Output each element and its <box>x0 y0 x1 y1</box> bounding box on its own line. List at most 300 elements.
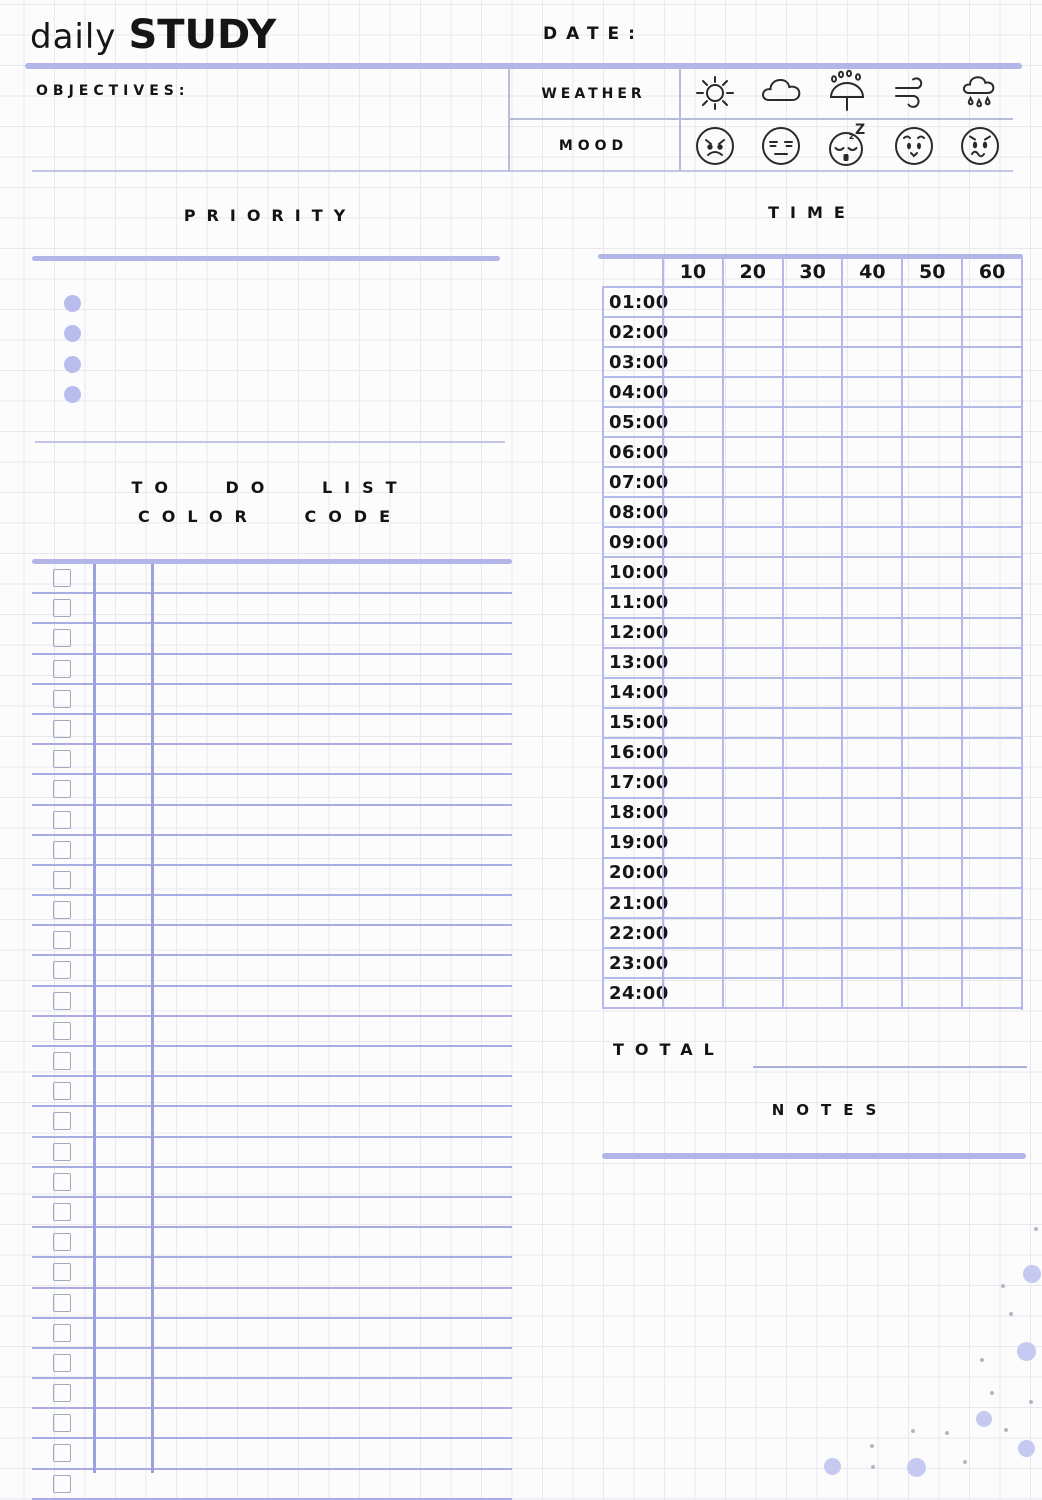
decor-dot-large <box>907 1458 926 1477</box>
time-cell[interactable] <box>841 799 901 829</box>
time-minute-header: 40 <box>841 258 901 288</box>
time-hour-label: 21:00 <box>602 889 662 919</box>
time-cell[interactable] <box>722 889 782 919</box>
time-cell[interactable] <box>782 498 842 528</box>
todo-checkbox[interactable] <box>53 1203 71 1221</box>
time-cell[interactable] <box>662 709 722 739</box>
todo-checkbox[interactable] <box>53 750 71 768</box>
time-cell[interactable] <box>722 619 782 649</box>
todo-row[interactable] <box>32 987 512 1017</box>
time-cell[interactable] <box>901 619 961 649</box>
todo-checkbox[interactable] <box>53 569 71 587</box>
todo-row[interactable] <box>32 1319 512 1349</box>
time-cell[interactable] <box>841 709 901 739</box>
time-cell[interactable] <box>841 679 901 709</box>
objectives-input-area[interactable] <box>32 100 502 168</box>
total-input-area[interactable] <box>753 1030 1027 1064</box>
time-cell[interactable] <box>782 709 842 739</box>
time-hour-label: 19:00 <box>602 829 662 859</box>
todo-checkbox[interactable] <box>53 1475 71 1493</box>
todo-checkbox[interactable] <box>53 629 71 647</box>
time-cell[interactable] <box>722 769 782 799</box>
time-minute-header: 60 <box>961 258 1021 288</box>
time-cell[interactable] <box>901 679 961 709</box>
time-cell[interactable] <box>841 829 901 859</box>
todo-checkbox[interactable] <box>53 1444 71 1462</box>
time-cell[interactable] <box>782 619 842 649</box>
time-cell[interactable] <box>901 889 961 919</box>
time-cell[interactable] <box>722 919 782 949</box>
todo-row[interactable] <box>32 1409 512 1439</box>
time-cell[interactable] <box>722 829 782 859</box>
todo-row[interactable] <box>32 1289 512 1319</box>
priority-bullet <box>64 325 81 342</box>
time-cell[interactable] <box>722 288 782 318</box>
todo-row[interactable] <box>32 1138 512 1168</box>
time-hour-label: 09:00 <box>602 528 662 558</box>
priority-bullet <box>64 386 81 403</box>
time-cell[interactable] <box>722 318 782 348</box>
time-cell[interactable] <box>662 528 722 558</box>
todo-row[interactable] <box>32 1107 512 1137</box>
time-cell[interactable] <box>961 649 1021 679</box>
time-cell[interactable] <box>961 979 1021 1009</box>
decor-dot-large <box>1018 1440 1035 1457</box>
todo-checkbox[interactable] <box>53 901 71 919</box>
time-cell[interactable] <box>841 949 901 979</box>
time-cell[interactable] <box>662 889 722 919</box>
time-cell[interactable] <box>961 619 1021 649</box>
time-cell[interactable] <box>662 408 722 438</box>
decor-dot-small <box>1034 1227 1038 1231</box>
time-cell[interactable] <box>841 288 901 318</box>
time-cell[interactable] <box>961 438 1021 468</box>
time-cell[interactable] <box>722 979 782 1009</box>
time-cell[interactable] <box>961 769 1021 799</box>
time-hour-label: 01:00 <box>602 288 662 318</box>
time-cell[interactable] <box>961 679 1021 709</box>
time-cell[interactable] <box>961 739 1021 769</box>
time-cell[interactable] <box>841 979 901 1009</box>
time-cell[interactable] <box>782 799 842 829</box>
todo-checkbox[interactable] <box>53 1173 71 1191</box>
decor-dot-small <box>1004 1428 1008 1432</box>
todo-checkbox[interactable] <box>53 780 71 798</box>
time-hour-label: 07:00 <box>602 468 662 498</box>
todo-row[interactable] <box>32 1047 512 1077</box>
todo-checkbox[interactable] <box>53 1082 71 1100</box>
time-cell[interactable] <box>841 919 901 949</box>
time-cell[interactable] <box>662 288 722 318</box>
time-cell[interactable] <box>782 859 842 889</box>
time-cell[interactable] <box>782 348 842 378</box>
decor-dot-small <box>1009 1312 1013 1316</box>
date-input-area[interactable] <box>690 18 1010 58</box>
time-cell[interactable] <box>841 528 901 558</box>
time-cell[interactable] <box>961 498 1021 528</box>
time-cell[interactable] <box>841 468 901 498</box>
time-cell[interactable] <box>782 829 842 859</box>
time-cell[interactable] <box>782 949 842 979</box>
time-cell[interactable] <box>901 589 961 619</box>
todo-row[interactable] <box>32 745 512 775</box>
todo-title-line1: TO DO LIST <box>131 478 409 497</box>
time-cell[interactable] <box>722 528 782 558</box>
time-cell[interactable] <box>961 378 1021 408</box>
time-minute-header: 20 <box>722 258 782 288</box>
notes-input-area[interactable] <box>602 1160 1026 1460</box>
mood-icon-worried[interactable] <box>955 120 1005 170</box>
mood-label: MOOD <box>558 138 629 154</box>
todo-row[interactable] <box>32 1470 512 1500</box>
todo-list <box>32 564 512 1500</box>
todo-row[interactable] <box>32 1349 512 1379</box>
time-cell[interactable] <box>841 378 901 408</box>
time-cell[interactable] <box>901 378 961 408</box>
time-cell[interactable] <box>961 558 1021 588</box>
todo-checkbox[interactable] <box>53 1112 71 1130</box>
total-underline <box>753 1066 1027 1068</box>
time-cell[interactable] <box>722 949 782 979</box>
priority-bottom-line <box>35 441 505 443</box>
notes-top-line <box>602 1153 1026 1159</box>
todo-row[interactable] <box>32 1168 512 1198</box>
time-cell[interactable] <box>841 859 901 889</box>
time-cell[interactable] <box>662 739 722 769</box>
time-cell[interactable] <box>841 649 901 679</box>
todo-row[interactable] <box>32 1258 512 1288</box>
time-cell[interactable] <box>722 498 782 528</box>
todo-title-line2: COLOR CODE <box>137 507 402 526</box>
time-cell[interactable] <box>961 528 1021 558</box>
decor-dot-small <box>1001 1284 1005 1288</box>
time-hour-label: 18:00 <box>602 799 662 829</box>
todo-checkbox[interactable] <box>53 690 71 708</box>
time-cell[interactable] <box>901 859 961 889</box>
todo-row[interactable] <box>32 806 512 836</box>
time-cell[interactable] <box>901 829 961 859</box>
todo-checkbox[interactable] <box>53 720 71 738</box>
todo-row[interactable] <box>32 1228 512 1258</box>
time-cell[interactable] <box>662 558 722 588</box>
todo-row[interactable] <box>32 956 512 986</box>
time-minute-header: 30 <box>782 258 842 288</box>
time-cell[interactable] <box>662 769 722 799</box>
todo-row[interactable] <box>32 1379 512 1409</box>
time-hour-label: 10:00 <box>602 558 662 588</box>
todo-checkbox[interactable] <box>53 1022 71 1040</box>
time-cell[interactable] <box>901 528 961 558</box>
todo-row[interactable] <box>32 1017 512 1047</box>
time-cell[interactable] <box>662 949 722 979</box>
time-hour-label: 12:00 <box>602 619 662 649</box>
time-cell[interactable] <box>782 919 842 949</box>
time-cell[interactable] <box>662 679 722 709</box>
todo-checkbox[interactable] <box>53 961 71 979</box>
time-cell[interactable] <box>662 829 722 859</box>
time-cell[interactable] <box>841 889 901 919</box>
time-cell[interactable] <box>841 348 901 378</box>
time-cell[interactable] <box>662 799 722 829</box>
time-cell[interactable] <box>782 769 842 799</box>
time-cell[interactable] <box>782 649 842 679</box>
time-cell[interactable] <box>901 799 961 829</box>
time-cell[interactable] <box>961 949 1021 979</box>
todo-checkbox[interactable] <box>53 1263 71 1281</box>
time-cell[interactable] <box>961 408 1021 438</box>
time-cell[interactable] <box>901 348 961 378</box>
objectives-label: OBJECTIVES: <box>36 83 190 99</box>
time-cell[interactable] <box>722 799 782 829</box>
time-cell[interactable] <box>662 318 722 348</box>
time-hour-label: 14:00 <box>602 679 662 709</box>
time-cell[interactable] <box>841 558 901 588</box>
time-cell[interactable] <box>961 468 1021 498</box>
time-cell[interactable] <box>961 919 1021 949</box>
decor-dot-small <box>963 1460 967 1464</box>
time-cell[interactable] <box>722 378 782 408</box>
time-cell[interactable] <box>662 589 722 619</box>
time-cell[interactable] <box>901 288 961 318</box>
todo-row[interactable] <box>32 836 512 866</box>
decor-dot-small <box>1029 1400 1033 1404</box>
todo-row[interactable] <box>32 926 512 956</box>
time-cell[interactable] <box>901 949 961 979</box>
time-cell[interactable] <box>782 979 842 1009</box>
time-cell[interactable] <box>901 408 961 438</box>
decor-dot-small <box>945 1431 949 1435</box>
time-cell[interactable] <box>722 468 782 498</box>
todo-checkbox[interactable] <box>53 1294 71 1312</box>
priority-bullet <box>64 295 81 312</box>
time-cell[interactable] <box>662 498 722 528</box>
time-cell[interactable] <box>662 378 722 408</box>
time-table <box>602 258 1023 1010</box>
time-cell[interactable] <box>782 558 842 588</box>
time-cell[interactable] <box>782 589 842 619</box>
time-cell[interactable] <box>722 558 782 588</box>
time-cell[interactable] <box>722 709 782 739</box>
time-cell[interactable] <box>961 799 1021 829</box>
todo-checkbox[interactable] <box>53 992 71 1010</box>
page-title-study: STUDY <box>128 12 277 58</box>
todo-row[interactable] <box>32 715 512 745</box>
todo-checkbox[interactable] <box>53 871 71 889</box>
weather-icon-sun[interactable] <box>690 67 740 117</box>
time-cell[interactable] <box>841 769 901 799</box>
todo-checkbox[interactable] <box>53 599 71 617</box>
weather-icon-rain-cloud[interactable] <box>955 67 1005 117</box>
todo-row[interactable] <box>32 624 512 654</box>
time-hour-label: 17:00 <box>602 769 662 799</box>
time-cell[interactable] <box>722 649 782 679</box>
notes-label: NOTES <box>771 1101 889 1119</box>
time-hour-label: 08:00 <box>602 498 662 528</box>
time-cell[interactable] <box>782 438 842 468</box>
time-cell[interactable] <box>722 739 782 769</box>
time-cell[interactable] <box>961 589 1021 619</box>
time-hour-label: 20:00 <box>602 859 662 889</box>
time-hour-label: 04:00 <box>602 378 662 408</box>
todo-checkbox[interactable] <box>53 1414 71 1432</box>
mood-icon-sleepy[interactable] <box>822 120 872 170</box>
page-title-daily: daily <box>30 17 117 57</box>
weather-icon-umbrella-rain[interactable] <box>822 67 872 117</box>
time-cell[interactable] <box>961 348 1021 378</box>
todo-row[interactable] <box>32 655 512 685</box>
time-cell[interactable] <box>722 438 782 468</box>
total-label: TOTAL <box>613 1040 725 1059</box>
time-cell[interactable] <box>961 829 1021 859</box>
time-hour-label: 03:00 <box>602 348 662 378</box>
time-cell[interactable] <box>782 528 842 558</box>
time-cell[interactable] <box>662 859 722 889</box>
mood-icon-angry[interactable] <box>690 120 740 170</box>
todo-row[interactable] <box>32 564 512 594</box>
time-hour-label: 13:00 <box>602 649 662 679</box>
time-cell[interactable] <box>901 468 961 498</box>
time-cell[interactable] <box>901 438 961 468</box>
time-hour-label: 15:00 <box>602 709 662 739</box>
decor-dot-small <box>870 1444 874 1448</box>
todo-checkbox[interactable] <box>53 1143 71 1161</box>
time-minute-header: 50 <box>901 258 961 288</box>
time-cell[interactable] <box>782 288 842 318</box>
weather-icon-cloud[interactable] <box>756 67 806 117</box>
time-hour-label: 02:00 <box>602 318 662 348</box>
page-title <box>30 12 276 58</box>
time-hour-label: 24:00 <box>602 979 662 1009</box>
time-cell[interactable] <box>782 318 842 348</box>
time-cell[interactable] <box>901 498 961 528</box>
time-cell[interactable] <box>782 468 842 498</box>
time-cell[interactable] <box>782 679 842 709</box>
time-cell[interactable] <box>662 649 722 679</box>
time-cell[interactable] <box>722 408 782 438</box>
todo-checkbox[interactable] <box>53 1233 71 1251</box>
time-cell[interactable] <box>722 589 782 619</box>
weather-icon-row <box>682 66 1013 118</box>
time-hour-label: 16:00 <box>602 739 662 769</box>
svg-text:Z: Z <box>855 122 866 138</box>
time-table-corner <box>602 258 662 288</box>
time-cell[interactable] <box>841 408 901 438</box>
todo-checkbox[interactable] <box>53 660 71 678</box>
time-hour-label: 11:00 <box>602 589 662 619</box>
weather-icon-wind[interactable] <box>889 67 939 117</box>
mood-icon-uneasy[interactable] <box>889 120 939 170</box>
todo-checkbox[interactable] <box>53 841 71 859</box>
time-cell[interactable] <box>841 318 901 348</box>
todo-colorcode-divider-right <box>151 564 154 1473</box>
todo-row[interactable] <box>32 1077 512 1107</box>
todo-row[interactable] <box>32 594 512 624</box>
todo-checkbox[interactable] <box>53 1052 71 1070</box>
todo-checkbox[interactable] <box>53 1324 71 1342</box>
todo-row[interactable] <box>32 866 512 896</box>
time-cell[interactable] <box>901 318 961 348</box>
todo-checkbox[interactable] <box>53 1384 71 1402</box>
time-cell[interactable] <box>782 378 842 408</box>
time-hour-label: 05:00 <box>602 408 662 438</box>
priority-top-line <box>32 256 500 261</box>
priority-title: PRIORITY <box>183 206 357 225</box>
date-label: DATE: <box>543 24 644 44</box>
time-minute-header: 10 <box>662 258 722 288</box>
time-cell[interactable] <box>961 318 1021 348</box>
time-cell[interactable] <box>841 619 901 649</box>
time-cell[interactable] <box>662 919 722 949</box>
time-title: TIME <box>768 203 856 222</box>
time-cell[interactable] <box>722 859 782 889</box>
todo-colorcode-divider-left <box>93 564 96 1473</box>
todo-row[interactable] <box>32 1198 512 1228</box>
time-cell[interactable] <box>722 348 782 378</box>
todo-row[interactable] <box>32 685 512 715</box>
time-cell[interactable] <box>901 739 961 769</box>
time-hour-label: 23:00 <box>602 949 662 979</box>
time-cell[interactable] <box>782 739 842 769</box>
priority-input-area[interactable] <box>95 270 505 435</box>
time-cell[interactable] <box>961 709 1021 739</box>
todo-row[interactable] <box>32 775 512 805</box>
todo-checkbox[interactable] <box>53 1354 71 1372</box>
priority-bullet <box>64 356 81 373</box>
time-cell[interactable] <box>662 619 722 649</box>
decor-dot-small <box>990 1391 994 1395</box>
time-cell[interactable] <box>901 769 961 799</box>
time-cell[interactable] <box>662 438 722 468</box>
decor-dot-large <box>976 1411 992 1427</box>
weather-label: WEATHER <box>541 86 646 102</box>
decor-dot-large <box>1023 1265 1041 1283</box>
time-cell[interactable] <box>961 859 1021 889</box>
time-cell[interactable] <box>662 468 722 498</box>
time-hour-label: 22:00 <box>602 919 662 949</box>
time-cell[interactable] <box>841 498 901 528</box>
time-cell[interactable] <box>782 889 842 919</box>
time-cell[interactable] <box>901 709 961 739</box>
priority-bullet-list <box>64 295 81 417</box>
time-cell[interactable] <box>782 408 842 438</box>
decor-dot-small <box>911 1429 915 1433</box>
decor-dot-large <box>1017 1342 1036 1361</box>
todo-row[interactable] <box>32 896 512 926</box>
mood-icon-row <box>682 119 1013 171</box>
time-cell[interactable] <box>961 288 1021 318</box>
todo-checkbox[interactable] <box>53 811 71 829</box>
time-cell[interactable] <box>841 438 901 468</box>
todo-checkbox[interactable] <box>53 931 71 949</box>
time-cell[interactable] <box>901 979 961 1009</box>
time-cell[interactable] <box>901 919 961 949</box>
time-cell[interactable] <box>841 739 901 769</box>
mood-icon-annoyed[interactable] <box>756 120 806 170</box>
time-cell[interactable] <box>722 679 782 709</box>
time-cell[interactable] <box>662 348 722 378</box>
time-cell[interactable] <box>961 889 1021 919</box>
time-cell[interactable] <box>901 649 961 679</box>
todo-row[interactable] <box>32 1439 512 1469</box>
decor-dot-small <box>871 1465 875 1469</box>
time-cell[interactable] <box>841 589 901 619</box>
svg-text:z: z <box>849 132 855 142</box>
decor-dot-large <box>824 1458 841 1475</box>
time-cell[interactable] <box>901 558 961 588</box>
decor-dot-small <box>980 1358 984 1362</box>
time-cell[interactable] <box>662 979 722 1009</box>
time-hour-label: 06:00 <box>602 438 662 468</box>
